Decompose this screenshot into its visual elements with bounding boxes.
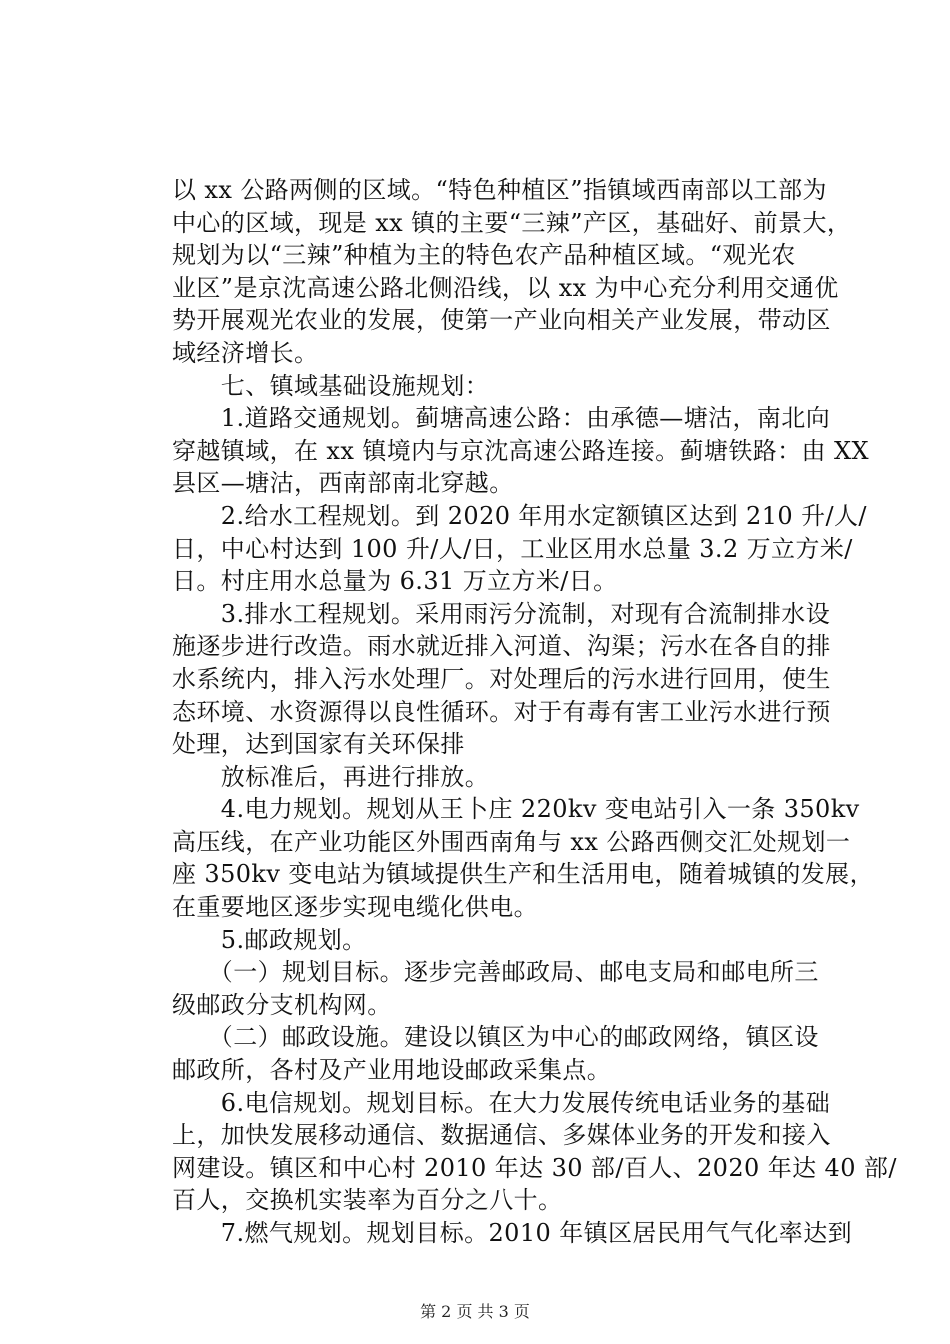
text-line: 4.电力规划。规划从王卜庄 220kv 变电站引入一条 350kv [172, 795, 860, 824]
text-line: 日。村庄用水总量为 6.31 万立方米/日。 [172, 567, 618, 596]
text-line: 县区—塘沽，西南部南北穿越。 [172, 469, 514, 498]
text-line: 穿越镇域，在 xx 镇境内与京沈高速公路连接。蓟塘铁路：由 XX [172, 436, 869, 465]
text-line: 日，中心村达到 100 升/人/日，工业区用水总量 3.2 万立方米/ [172, 534, 853, 563]
text-line: 级邮政分支机构网。 [172, 990, 392, 1019]
text-line: 施逐步进行改造。雨水就近排入河道、沟渠；污水在各自的排 [172, 632, 831, 661]
text-line: 6.电信规划。规划目标。在大力发展传统电话业务的基础 [172, 1088, 831, 1117]
text-line: 邮政所，各村及产业用地设邮政采集点。 [172, 1056, 612, 1085]
text-line: 规划为以“三辣”种植为主的特色农产品种植区域。“观光农 [172, 241, 796, 270]
section-heading: 七、镇域基础设施规划： [172, 371, 490, 400]
text-line: （一）规划目标。逐步完善邮政局、邮电支局和邮电所三 [172, 958, 819, 987]
text-line: 1.道路交通规划。蓟塘高速公路：由承德—塘沽，南北向 [172, 404, 831, 433]
text-line: 以 xx 公路两侧的区域。“特色种植区”指镇域西南部以工部为 [172, 176, 827, 204]
text-line: 网建设。镇区和中心村 2010 年达 30 部/百人、2020 年达 40 部/ [172, 1153, 897, 1182]
text-line: 高压线，在产业功能区外围西南角与 xx 公路西侧交汇处规划一 [172, 827, 851, 856]
text-line: （二）邮政设施。建设以镇区为中心的邮政网络，镇区设 [172, 1023, 819, 1052]
page-footer: 第 2 页 共 3 页 [420, 1302, 530, 1321]
text-line: 水系统内，排入污水处理厂。对处理后的污水进行回用，使生 [172, 664, 831, 693]
text-line: 在重要地区逐步实现电缆化供电。 [172, 893, 538, 922]
text-line: 5.邮政规划。 [172, 925, 367, 954]
text-line: 百人，交换机实装率为百分之八十。 [172, 1186, 563, 1215]
document-body [172, 174, 897, 1250]
text-line: 座 350kv 变电站为镇域提供生产和生活用电，随着城镇的发展， [172, 860, 874, 889]
text-line: 业区”是京沈高速公路北侧沿线，以 xx 为中心充分利用交通优 [172, 273, 839, 302]
text-line: 7.燃气规划。规划目标。2010 年镇区居民用气气化率达到 [172, 1219, 853, 1247]
text-line: 3.排水工程规划。采用雨污分流制，对现有合流制排水设 [172, 599, 831, 628]
text-line: 域经济增长。 [172, 338, 319, 367]
text-line: 上，加快发展移动通信、数据通信、多媒体业务的开发和接入 [172, 1121, 831, 1150]
text-line: 中心的区域，现是 xx 镇的主要“三辣”产区，基础好、前景大， [172, 208, 852, 237]
text-line: 处理，达到国家有关环保排 [172, 730, 465, 759]
text-line: 势开展观光农业的发展，使第一产业向相关产业发展，带动区 [172, 306, 831, 335]
text-line: 态环境、水资源得以良性循环。对于有毒有害工业污水进行预 [172, 697, 831, 726]
text-line: 2.给水工程规划。到 2020 年用水定额镇区达到 210 升/人/ [172, 501, 867, 530]
text-line: 放标准后，再进行排放。 [172, 762, 490, 791]
